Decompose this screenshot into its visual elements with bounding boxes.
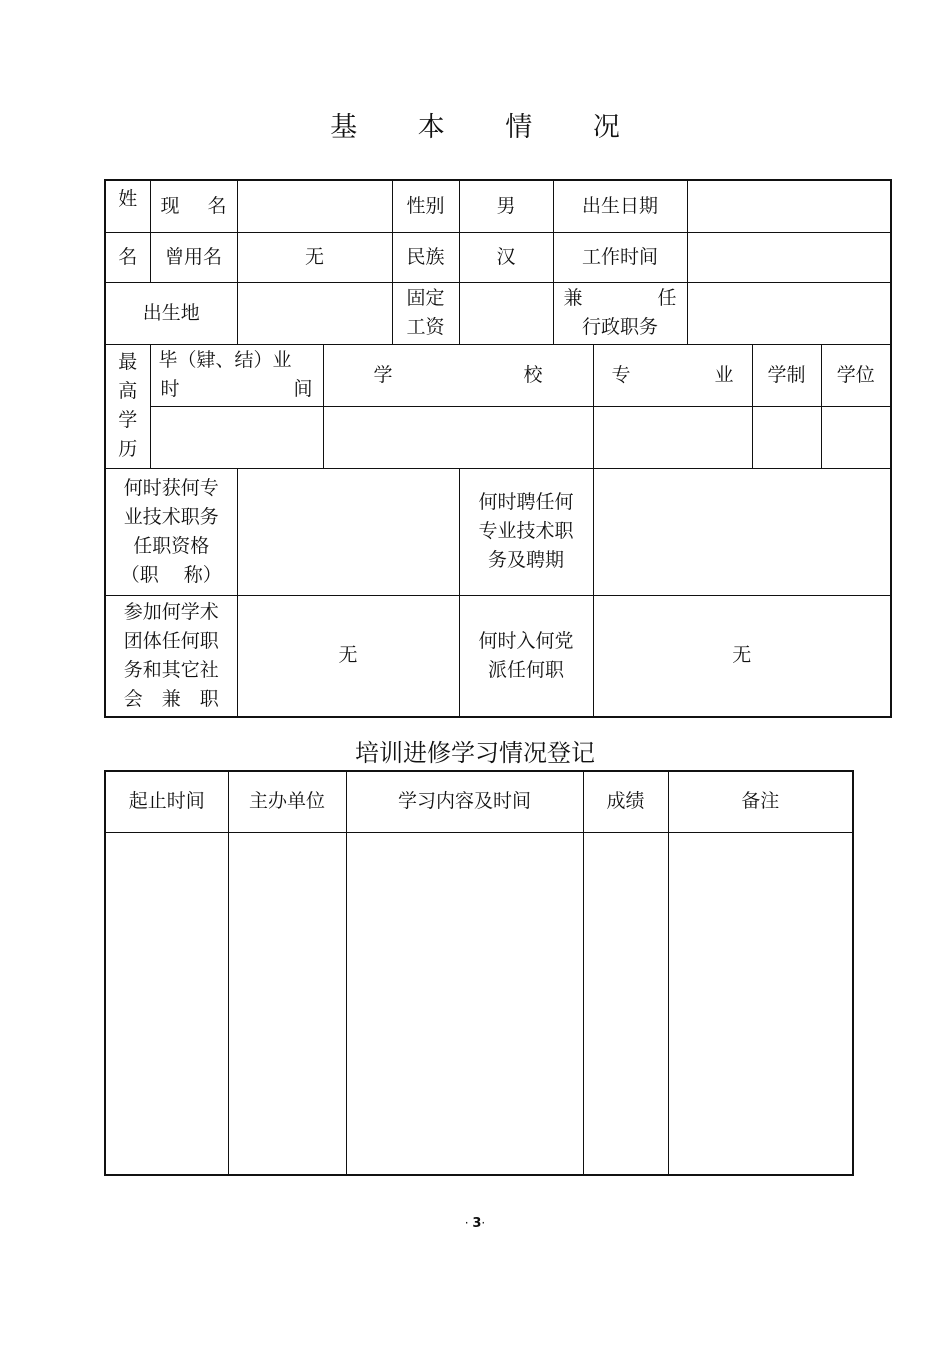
current-name-field[interactable]: [237, 180, 392, 232]
major-label: 专 业: [593, 344, 752, 406]
gender-field[interactable]: 男: [459, 180, 553, 232]
basic-info-table: [104, 179, 892, 718]
party-field[interactable]: 无: [593, 595, 891, 717]
former-name-label: 曾用名: [150, 232, 237, 282]
birthplace-label: 出生地: [105, 282, 237, 344]
training-table: [104, 770, 854, 1176]
name-label-top: 姓: [105, 180, 150, 232]
appointment-field[interactable]: [593, 468, 891, 595]
current-name-label: 现 名: [150, 180, 237, 232]
gender-label: 性别: [392, 180, 459, 232]
page-number: · 3·: [464, 1216, 486, 1231]
education-side-label: 最 高 学 历: [105, 344, 150, 468]
society-label: 参加何学术 团体任何职 务和其它社 会 兼 职: [105, 595, 237, 717]
ethnicity-field[interactable]: 汉: [459, 232, 553, 282]
name-label-bottom: 名: [105, 232, 150, 282]
header-organizer: 主办单位: [228, 771, 346, 832]
party-label: 何时入何党 派任何职: [459, 595, 593, 717]
duration-label: 学制: [752, 344, 821, 406]
header-period: 起止时间: [105, 771, 228, 832]
header-score: 成绩: [583, 771, 668, 832]
degree-label: 学位: [821, 344, 891, 406]
grad-time-field[interactable]: [150, 406, 323, 468]
qualification-label: 何时获何专 业技术职务 任职资格 （职 称）: [105, 468, 237, 595]
former-name-field[interactable]: 无: [237, 232, 392, 282]
training-section-title: 培训进修学习情况登记: [355, 739, 595, 767]
score-field[interactable]: [583, 832, 668, 1175]
header-content: 学习内容及时间: [346, 771, 583, 832]
school-label: 学 校: [323, 344, 593, 406]
page-title: 基 本 情 况: [330, 112, 646, 143]
society-field[interactable]: 无: [237, 595, 459, 717]
organizer-field[interactable]: [228, 832, 346, 1175]
content-field[interactable]: [346, 832, 583, 1175]
birth-date-label: 出生日期: [553, 180, 687, 232]
header-remarks: 备注: [668, 771, 853, 832]
major-field[interactable]: [593, 406, 752, 468]
period-field[interactable]: [105, 832, 228, 1175]
grad-time-label: 毕（肄、结）业 时 间: [150, 344, 323, 406]
work-time-field[interactable]: [687, 232, 891, 282]
remarks-field[interactable]: [668, 832, 853, 1175]
fixed-salary-field[interactable]: [459, 282, 553, 344]
duration-field[interactable]: [752, 406, 821, 468]
degree-field[interactable]: [821, 406, 891, 468]
fixed-salary-label: 固定 工资: [392, 282, 459, 344]
birth-date-field[interactable]: [687, 180, 891, 232]
work-time-label: 工作时间: [553, 232, 687, 282]
ethnicity-label: 民族: [392, 232, 459, 282]
admin-post-field[interactable]: [687, 282, 891, 344]
school-field[interactable]: [323, 406, 593, 468]
appointment-label: 何时聘任何 专业技术职 务及聘期: [459, 468, 593, 595]
birthplace-field[interactable]: [237, 282, 392, 344]
qualification-field[interactable]: [237, 468, 459, 595]
admin-post-label: 兼 任 行政职务: [553, 282, 687, 344]
